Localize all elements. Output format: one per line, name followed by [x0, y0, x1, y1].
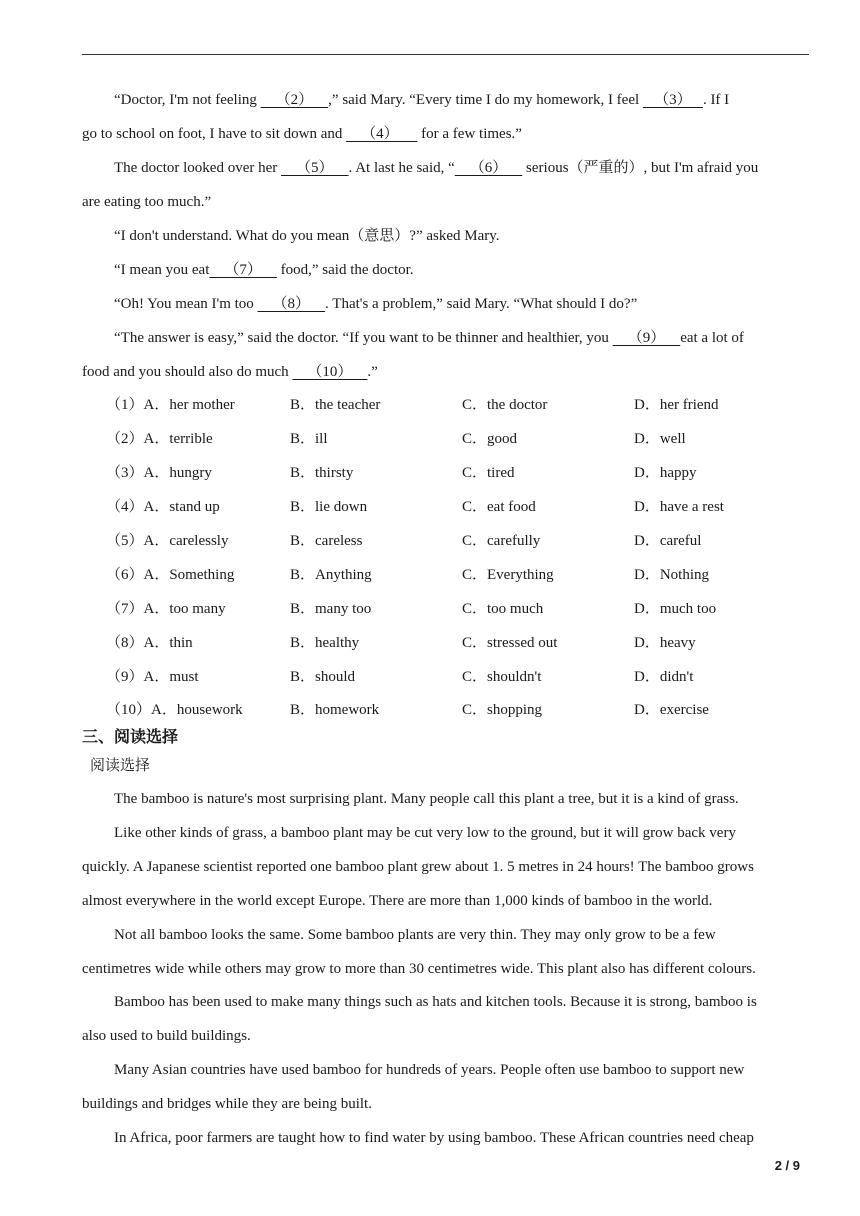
- option-c[interactable]: C．stressed out: [462, 635, 558, 651]
- option-row-8: [82, 633, 809, 653]
- option-a[interactable]: （5）A．carelessly: [106, 533, 229, 549]
- option-b[interactable]: B．thirsty: [290, 465, 354, 481]
- option-c[interactable]: C．good: [462, 431, 518, 447]
- blank-5: （5）: [281, 160, 349, 176]
- option-c[interactable]: C．the doctor: [462, 397, 548, 413]
- reading-line: Many Asian countries have used bamboo for hundreds of years. People often use bamboo to support new: [114, 1062, 745, 1078]
- cloze-line-8: “The answer is easy,” said the doctor. “If you want to be thinner and healthier, you （9） eat a lot of: [114, 330, 744, 346]
- option-row-4: [82, 497, 809, 517]
- option-row-9: [82, 667, 809, 687]
- option-c[interactable]: C．Everything: [462, 567, 554, 583]
- option-a[interactable]: （6）A．Something: [106, 567, 235, 583]
- option-b[interactable]: B．the teacher: [290, 397, 381, 413]
- option-b[interactable]: B．lie down: [290, 499, 368, 515]
- blank-3: （3）: [642, 92, 703, 108]
- option-row-5: [82, 531, 809, 551]
- option-d[interactable]: D．exercise: [634, 702, 709, 718]
- option-b[interactable]: B．should: [290, 669, 356, 685]
- option-row-3: [82, 463, 809, 483]
- option-b[interactable]: B．careless: [290, 533, 363, 549]
- option-b[interactable]: B．healthy: [290, 635, 360, 651]
- cloze-line-4: are eating too much.”: [82, 194, 212, 210]
- option-c[interactable]: C．eat food: [462, 499, 536, 515]
- cloze-line-9: food and you should also do much （10） .”: [82, 364, 378, 380]
- option-a[interactable]: （9）A．must: [106, 669, 199, 685]
- section-subheading: 阅读选择: [90, 756, 151, 774]
- cloze-line-6: “I mean you eat （7） food,” said the doctor.: [114, 262, 414, 278]
- option-row-10: [82, 700, 809, 720]
- option-a[interactable]: （1）A．her mother: [106, 397, 235, 413]
- option-a[interactable]: （4）A．stand up: [106, 499, 220, 515]
- reading-line: Bamboo has been used to make many things such as hats and kitchen tools. Because it is strong, bamboo is: [114, 994, 757, 1010]
- option-a[interactable]: （7）A．too many: [106, 601, 226, 617]
- cloze-line-3: The doctor looked over her （5） . At last he said, “ （6） serious（严重的）, but I'm afraid you: [114, 160, 759, 176]
- option-a[interactable]: （8）A．thin: [106, 635, 193, 651]
- reading-line: centimetres wide while others may grow to more than 30 centimetres wide. This plant also has different colours.: [82, 961, 756, 977]
- option-row-6: [82, 565, 809, 585]
- blank-8: （8）: [257, 296, 326, 312]
- option-c[interactable]: C．shopping: [462, 702, 543, 718]
- option-d[interactable]: D．Nothing: [634, 567, 710, 583]
- option-b[interactable]: B．homework: [290, 702, 380, 718]
- option-d[interactable]: D．have a rest: [634, 499, 724, 515]
- option-b[interactable]: B．ill: [290, 431, 328, 447]
- blank-9: （9）: [612, 330, 681, 346]
- reading-line: also used to build buildings.: [82, 1028, 251, 1044]
- option-c[interactable]: C．carefully: [462, 533, 541, 549]
- cloze-line-2: go to school on foot, I have to sit down and （4） for a few times.”: [82, 126, 522, 142]
- cloze-line-7: “Oh! You mean I'm too （8） . That's a problem,” said Mary. “What should I do?”: [114, 296, 638, 312]
- reading-line: buildings and bridges while they are being built.: [82, 1096, 372, 1112]
- option-d[interactable]: D．careful: [634, 533, 702, 549]
- option-d[interactable]: D．much too: [634, 601, 717, 617]
- reading-line: quickly. A Japanese scientist reported one bamboo plant grew about 1. 5 metres in 24 hours! The bamboo grows: [82, 859, 754, 875]
- blank-6: （6）: [454, 160, 523, 176]
- blank-2: （2）: [260, 92, 329, 108]
- option-c[interactable]: C．shouldn't: [462, 669, 542, 685]
- cloze-line-1: “Doctor, I'm not feeling （2） ,” said Mary. “Every time I do my homework, I feel （3） . If I: [114, 92, 730, 108]
- page-number: 2 / 9: [774, 1158, 800, 1173]
- reading-line: almost everywhere in the world except Europe. There are more than 1,000 kinds of bamboo in the world.: [82, 893, 713, 909]
- reading-line: Like other kinds of grass, a bamboo plant may be cut very low to the ground, but it will grow back very: [114, 825, 736, 841]
- option-a[interactable]: （3）A．hungry: [106, 465, 212, 481]
- reading-line: Not all bamboo looks the same. Some bamboo plants are very thin. They may only grow to be a few: [114, 927, 716, 943]
- blank-4: （4）: [346, 126, 418, 142]
- option-row-7: [82, 599, 809, 619]
- option-a[interactable]: （10）A．housework: [106, 702, 243, 718]
- option-row-1: [82, 395, 809, 415]
- option-a[interactable]: （2）A．terrible: [106, 431, 213, 447]
- cloze-line-5: “I don't understand. What do you mean（意思）?” asked Mary.: [114, 228, 500, 244]
- section-heading: 三、阅读选择: [82, 727, 179, 746]
- option-b[interactable]: B．Anything: [290, 567, 372, 583]
- option-d[interactable]: D．happy: [634, 465, 697, 481]
- option-d[interactable]: D．her friend: [634, 397, 719, 413]
- option-row-2: [82, 429, 809, 449]
- reading-line: In Africa, poor farmers are taught how to find water by using bamboo. These African countries need cheap: [114, 1130, 754, 1146]
- option-b[interactable]: B．many too: [290, 601, 372, 617]
- blank-7: （7）: [209, 262, 277, 278]
- option-d[interactable]: D．didn't: [634, 669, 694, 685]
- reading-line: The bamboo is nature's most surprising plant. Many people call this plant a tree, but it is a kind of grass.: [114, 791, 739, 807]
- blank-10: （10）: [292, 364, 368, 380]
- option-c[interactable]: C．tired: [462, 465, 515, 481]
- option-d[interactable]: D．well: [634, 431, 686, 447]
- option-c[interactable]: C．too much: [462, 601, 544, 617]
- option-d[interactable]: D．heavy: [634, 635, 696, 651]
- header-rule: [82, 54, 809, 55]
